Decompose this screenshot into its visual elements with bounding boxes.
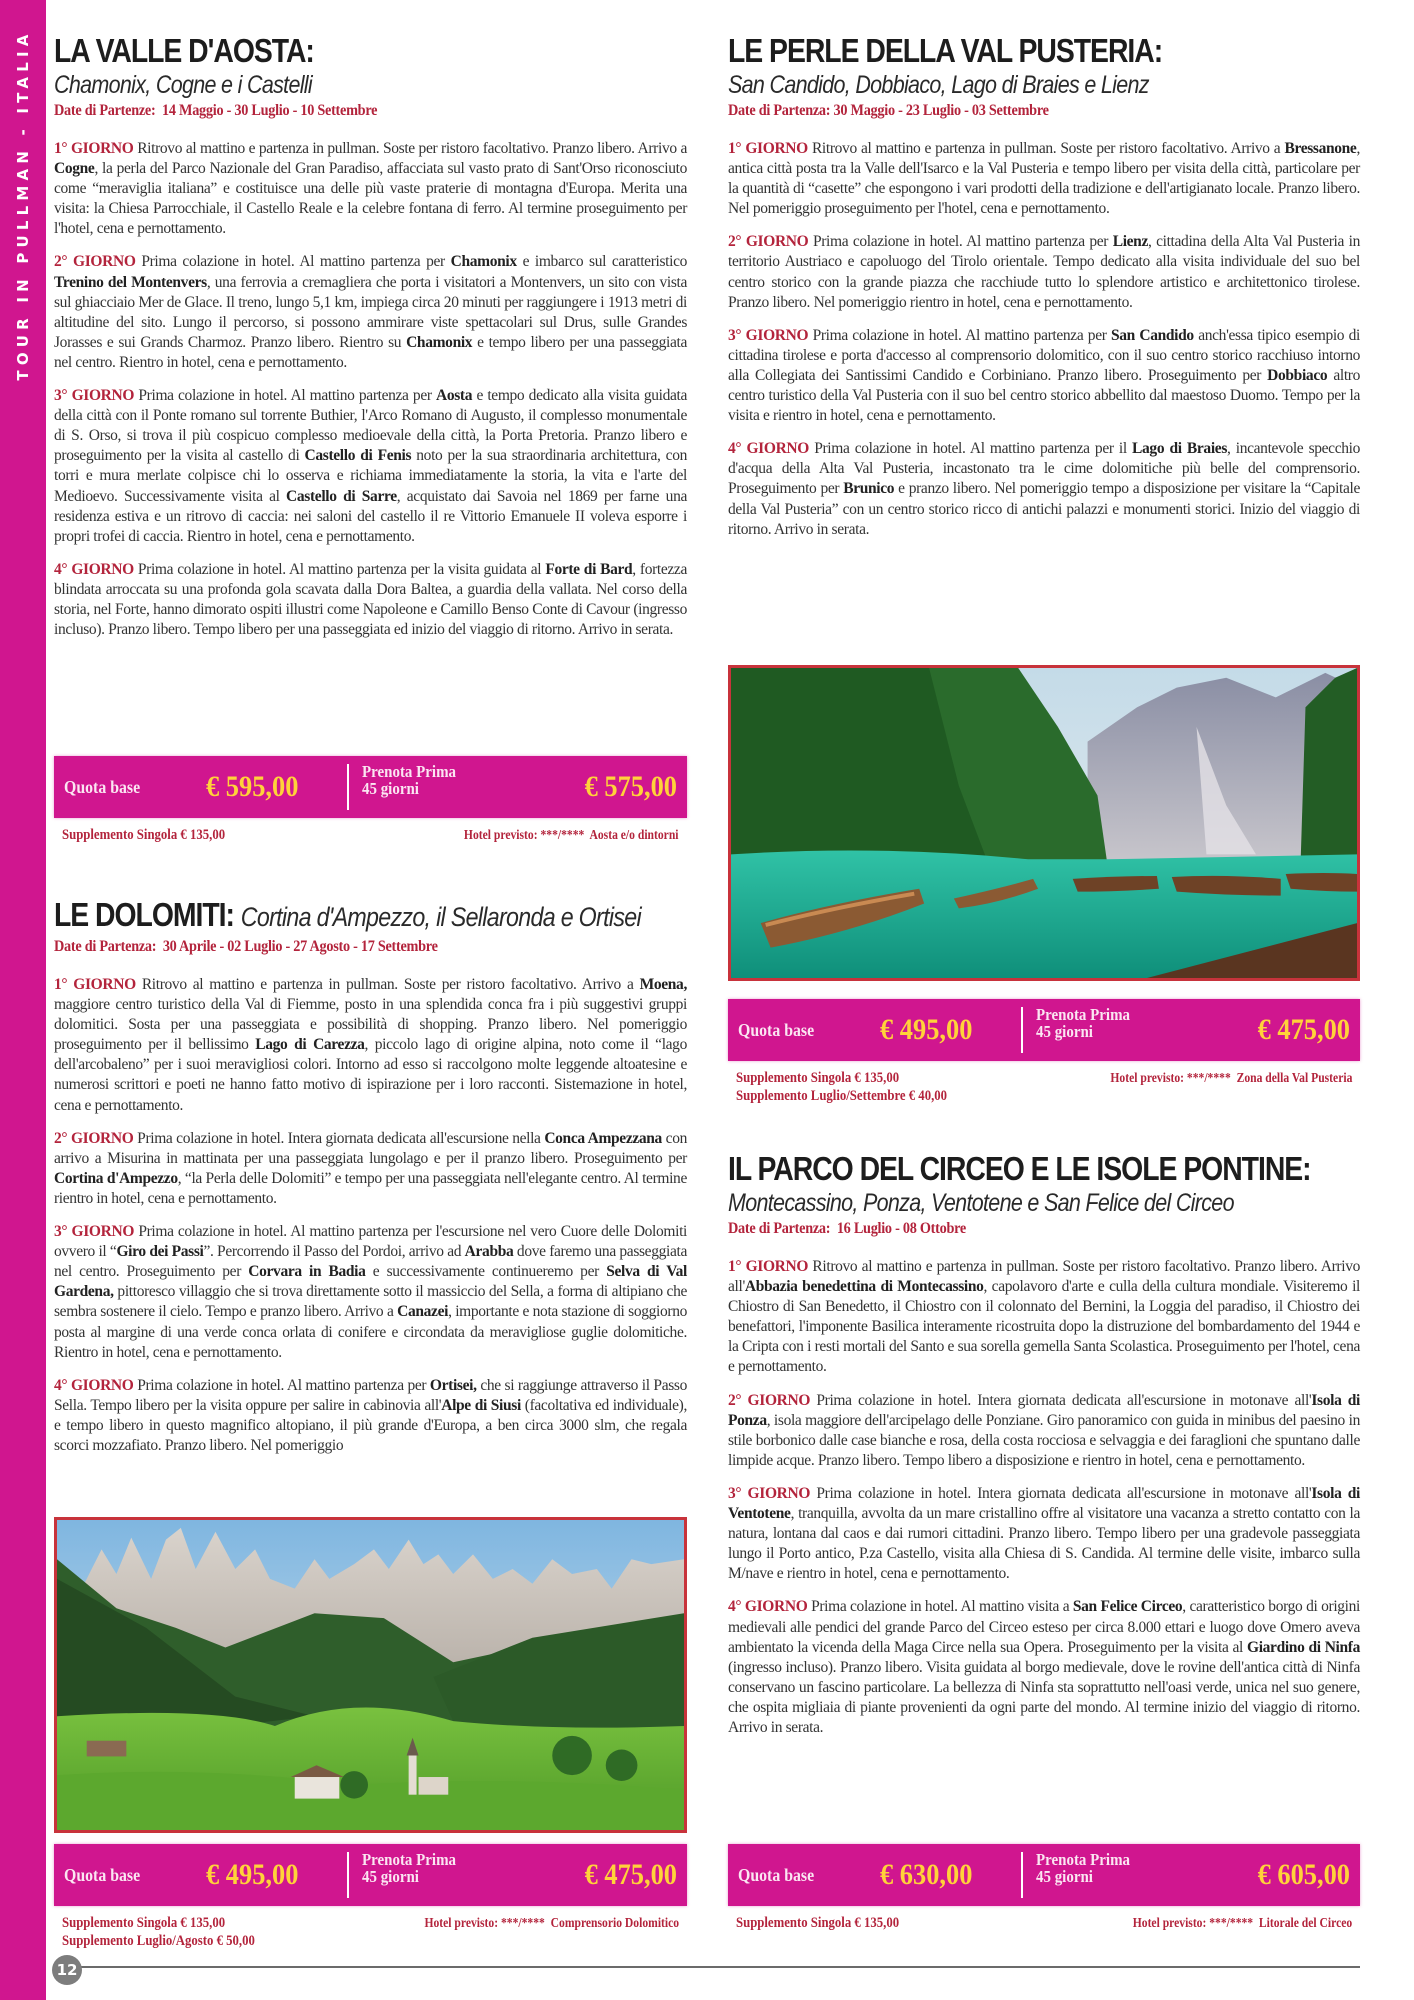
day-description: Ritrovo al mattino e partenza in pullman. Soste per ristoro facoltativo. Pranzo libero. Arrivo a Cogne, la perla del Parco Nazionale del Gran Paradiso, affacciata sul vasto prato di Sant'Orso riconosciuto come “meraviglia italiana” e costituisce una delle più vaste praterie di montagna d'Europa. Merita una visita: la Chiesa Parrocchiale, il Castello Reale e la celebre fontana di ferro. Al termine proseguimento per l'hotel, cena e pernottamento. [54, 140, 688, 238]
early-booking-label: Prenota Prima 45 giorni [362, 762, 457, 798]
price-bar [728, 1844, 1360, 1906]
base-price-label: Quota base [738, 1019, 815, 1040]
price-divider [347, 764, 349, 810]
tour-valle-aosta [54, 32, 687, 653]
day-label: 1° GIORNO [728, 140, 808, 157]
itinerary-day [728, 1257, 1360, 1378]
early-booking-label: Prenota Prima 45 giorni [362, 1850, 457, 1886]
dates-label: Date di Partenza: [54, 938, 157, 955]
day-description: Prima colazione in hotel. Al mattino partenza per Ortisei, che si raggiunge attraverso il Passo Sella. Tempo libero per la visita oppure per salire in cabinovia all'Alpe di Siusi (facoltativa ed individuale), e tempo libero in questo magnifico altopiano, il più grande d'Europa, a ben circa 3000 slm, che regala scorci mozzafiato. Pranzo libero. Nel pomeriggio [54, 1376, 688, 1454]
day-label: 3° GIORNO [54, 387, 135, 405]
itinerary-day [54, 139, 687, 239]
day-label: 2° GIORNO [54, 1129, 134, 1147]
itinerary [728, 1257, 1360, 1738]
early-booking-price: € 475,00 [1257, 1013, 1350, 1046]
itinerary-day [728, 232, 1360, 312]
early-booking-label: Prenota Prima 45 giorni [1036, 1005, 1131, 1041]
day-description: Ritrovo al mattino e partenza in pullman. Soste per ristoro facoltativo. Pranzo libero. Arrivo all'Abbazia benedettina di Montecassino, capolavoro d'arte e culla della cultura mondiale. Visiteremo il Chiostro di San Benedetto, il Chiostro con il colonnato del Bernini, la Loggia del paradiso, il Chiostro dei benefattori, l'imponente Basilica interamente ricostruita dopo la distruzione del bombardamento del 1944 e la Cripta con i resti mortali del Santo e sua sorella gemella Santa Scolastica. Proseguimento per l'hotel, cena e pernottamento. [728, 1258, 1360, 1376]
price-divider [1021, 1007, 1023, 1053]
day-label: 3° GIORNO [728, 326, 809, 344]
departure-dates [728, 101, 1309, 121]
day-label: 2° GIORNO [728, 1391, 811, 1409]
itinerary-day [728, 439, 1360, 539]
day-label: 4° GIORNO [54, 1376, 134, 1394]
itinerary [54, 975, 687, 1456]
day-description: Prima colazione in hotel. Al mattino partenza per San Candido anch'essa tipico esempio di cittadina tirolese e porta d'accesso al comprensorio dolomitico, con il suo centro storico racchiuso intorno alla Collegiata dei Santissimi Candido e Corbiniano. Pranzo libero. Proseguimento per Dobbiaco altro centro turistico della Val Pusteria con il suo bel centro storico abbellito dal maestoso Duomo. Tempo per la visita e rientro in hotel, cena e pernottamento. [728, 326, 1360, 425]
itinerary-day [54, 1222, 687, 1363]
base-price: € 495,00 [880, 1013, 973, 1046]
itinerary-day [54, 560, 687, 640]
page-number: 12 [52, 1955, 82, 1985]
itinerary-day [54, 1129, 687, 1209]
itinerary-day [728, 1391, 1360, 1471]
price-notes [728, 1069, 1360, 1113]
price-block-val-pusteria [728, 999, 1360, 1113]
day-label: 4° GIORNO [728, 440, 809, 458]
day-description: Prima colazione in hotel. Al mattino partenza per Lienz, cittadina della Alta Val Pusteria in territorio Austriaco e capoluogo del Tirolo orientale. Tempo dedicato alla visita individuale del suo bel centro storico con la grande piazza che racchiude tutto lo splendore artistico e architettonico tirolese. Pranzo libero. Nel pomeriggio rientro in hotel, cena e pernottamento. [728, 233, 1360, 311]
price-block-valle-aosta [54, 756, 687, 870]
dolomiti-landscape-image [57, 1520, 684, 1830]
photo-lago-braies [728, 665, 1360, 981]
itinerary-day [54, 386, 687, 547]
footer-rule [60, 1966, 1360, 1968]
day-label: 1° GIORNO [728, 1258, 809, 1275]
day-description: Ritrovo al mattino e partenza in pullman. Soste per ristoro facoltativo. Arrivo a Moena, maggiore centro turistico della Val di Fiemme, posto in una splendida conca fra i più suggestivi gruppi dolomitici. Sosta per una passeggiata e possibilità di shopping. Pranzo libero. Nel pomeriggio proseguimento per il bellissimo Lago di Carezza, piccolo lago di origine alpina, noto come il “lago dell'arcobaleno” per i suoi meravigliosi colori. Intorno ad esso si raccolgono molte leggende altoatesine e numerosi scrittori e poeti ne hanno fatto motivo di ispirazione per i loro racconti. Sistemazione in hotel, cena e pernottamento. [54, 976, 687, 1114]
hotel-info: Hotel previsto: ***/**** Comprensorio Dolomitico [424, 1915, 679, 1930]
day-label: 1° GIORNO [54, 976, 136, 993]
lago-braies-image [731, 668, 1357, 978]
price-notes [728, 1914, 1360, 1958]
departure-dates [54, 937, 636, 957]
day-label: 1° GIORNO [54, 140, 134, 157]
price-block-parco-circeo [728, 1844, 1360, 1958]
tour-title: LA VALLE D'AOSTA: [54, 32, 314, 69]
base-price-label: Quota base [64, 1864, 141, 1885]
day-label: 4° GIORNO [54, 560, 134, 578]
tour-subtitle: Montecassino, Ponza, Ventotene e San Felice del Circeo [728, 1189, 1234, 1217]
right-column [728, 0, 1361, 1931]
side-band [0, 0, 46, 2000]
base-price-label: Quota base [738, 1864, 815, 1885]
base-price: € 595,00 [206, 770, 299, 803]
day-description: Prima colazione in hotel. Intera giornata dedicata all'escursione in motonave all'Isola di Ponza, isola maggiore dell'arcipelago delle Ponziane. Giro panoramico con guida in minibus del paesino in stile borbonico dalle case bianche e rosa, della costa rocciosa e selvaggia e dei faraglioni che spuntano dalle limpide acque. Pranzo libero. Tempo libero a disposizione e rientro in hotel, cena e pernottamento. [728, 1391, 1361, 1469]
tour-subtitle: Chamonix, Cogne e i Castelli [54, 71, 312, 99]
supplements [736, 1914, 899, 1932]
tour-parco-circeo [728, 1150, 1360, 1751]
supplement-line: Supplemento Luglio/Agosto € 50,00 [62, 1933, 255, 1949]
tour-title: IL PARCO DEL CIRCEO E LE ISOLE PONTINE: [728, 1150, 1311, 1187]
tour-val-pusteria [728, 32, 1360, 553]
left-column [54, 0, 688, 1949]
supplements [736, 1069, 947, 1105]
tour-title [54, 896, 641, 936]
photo-dolomiti-meadows [54, 1517, 687, 1833]
day-description: Prima colazione in hotel. Al mattino partenza per l'escursione nel vero Cuore delle Dolomiti ovvero il “Giro dei Passi”. Percorrendo il Passo del Pordoi, arrivo ad Arabba dove faremo una passeggiata nel centro. Proseguimento per Corvara in Badia e successivamente continueremo per Selva di Val Gardena, pittoresco villaggio che si trova direttamente sotto il massiccio del Sella, a forma di altipiano che sembra sostenere il cielo. Tempo e pranzo libero. Arrivo a Canazei, importante e nota stazione di soggiorno posta al margine di una verde conca orlata di conifere e circondata da meravigliose guglie dolomitiche. Rientro in hotel, cena e pernottamento. [54, 1223, 687, 1361]
price-divider [1021, 1852, 1023, 1898]
supplement-line: Supplemento Luglio/Settembre € 40,00 [736, 1088, 948, 1104]
supplement-line: Supplemento Singola € 135,00 [736, 1070, 900, 1086]
price-block-dolomiti [54, 1844, 687, 1958]
tour-subtitle: San Candido, Dobbiaco, Lago di Braies e Lienz [728, 71, 1149, 99]
day-label: 4° GIORNO [728, 1598, 808, 1616]
itinerary [54, 139, 687, 640]
dates-label: Date di Partenza: [728, 1220, 831, 1237]
dates-value: 16 Luglio - 08 Ottobre [836, 1220, 966, 1237]
early-booking-price: € 475,00 [584, 1858, 677, 1891]
itinerary [728, 139, 1360, 540]
dates-value: 14 Maggio - 30 Luglio - 10 Settembre [162, 102, 378, 119]
day-label: 3° GIORNO [728, 1484, 811, 1502]
departure-dates [54, 101, 636, 121]
price-divider [347, 1852, 349, 1898]
section-label: TOUR IN PULLMAN - ITALIA [14, 29, 32, 381]
supplements [62, 826, 225, 844]
day-description: Prima colazione in hotel. Al mattino visita a San Felice Circeo, caratteristico borgo di origini medievali alle pendici del grande Parco del Circeo esteso per circa 8.000 ettari e luogo dove Omero aveva ambientato la vicenda della Maga Circe nella sua Opera. Proseguimento per la visita al Giardino di Ninfa (ingresso incluso). Pranzo libero. Visita guidata al borgo medievale, dove le rovine dell'antica città di Ninfa conservano un fascino particolare. La bellezza di Ninfa sta soprattutto nell'oasi verde, unica nel suo genere, che ospita migliaia di piante provenienti da ogni parte del mondo. Al termine inizio del viaggio di ritorno. Arrivo in serata. [728, 1598, 1360, 1736]
day-description: Prima colazione in hotel. Al mattino partenza per Aosta e tempo dedicato alla visita guidata della città con il Ponte romano sul torrente Buthier, l'Arco Romano di Augusto, il complesso monumentale di S. Orso, si trova il più cospicuo complesso medioevale della città, la Porta Pretoria. Pranzo libero e proseguimento per la visita al castello di Castello di Fenis noto per la sua straordinaria architettura, con torri e mura merlate colpisce chi lo osserva e richiama immediatamente la storia, la vita e l'arte del Medioevo. Successivamente visita al Castello di Sarre, acquistato dai Savoia nel 1869 per farne una residenza estiva e un ritrovo di caccia: nei saloni del castello il re Vittorio Emanuele II voleva esporre i propri trofei di caccia. Rientro in hotel, cena e pernottamento. [54, 387, 687, 545]
tour-title: LE PERLE DELLA VAL PUSTERIA: [728, 32, 1163, 69]
price-notes [54, 826, 687, 870]
base-price-label: Quota base [64, 776, 141, 797]
price-bar [54, 756, 687, 818]
early-booking-price: € 575,00 [584, 770, 677, 803]
itinerary-day [728, 1484, 1360, 1584]
day-label: 2° GIORNO [728, 233, 809, 251]
hotel-info: Hotel previsto: ***/**** Aosta e/o dintorni [464, 827, 679, 842]
dates-label: Date di Partenze: [54, 102, 156, 119]
day-description: Prima colazione in hotel. Al mattino partenza per la visita guidata al Forte di Bard, fortezza blindata arroccata su una profonda gola scavata dalla Dora Baltea, a guardia della vallata. Nel corso della storia, nel Forte, hanno dimorato ospiti illustri come Napoleone e Camillo Benso Conte di Cavour (ingresso incluso). Pranzo libero. Tempo libero per una passeggiata ed inizio del viaggio di ritorno. Arrivo in serata. [54, 560, 687, 639]
day-label: 2° GIORNO [54, 253, 136, 271]
departure-dates [728, 1219, 1309, 1239]
base-price: € 495,00 [206, 1858, 299, 1891]
day-description: Prima colazione in hotel. Intera giornata dedicata all'escursione in motonave all'Isola di Ventotene, tranquilla, avvolta da un mare cristallino offre al visitatore una vacanza a stretto contatto con la natura, lontana dal caos e dai rumori cittadini. Pranzo libero. Tempo libero per una gradevole passeggiata lungo il Porto antico, P.za Castello, visita alla Chiesa di S. Candida. Al termine delle visite, imbarco sulla M/nave e rientro in hotel, cena e pernottamento. [728, 1484, 1361, 1583]
tour-title-main: LE DOLOMITI: [54, 896, 234, 933]
itinerary-day [728, 139, 1360, 219]
base-price: € 630,00 [880, 1858, 973, 1891]
day-description: Prima colazione in hotel. Intera giornata dedicata all'escursione nella Conca Ampezzana con arrivo a Misurina in mattinata per una passeggiata lungolago e per il pranzo libero. Proseguimento per Cortina d'Ampezzo, “la Perla delle Dolomiti” e tempo per una passeggiata nell'elegante centro. Al termine rientro in hotel, cena e pernottamento. [54, 1129, 688, 1207]
price-bar [728, 999, 1360, 1061]
dates-value: 30 Aprile - 02 Luglio - 27 Agosto - 17 Settembre [162, 938, 438, 955]
day-label: 3° GIORNO [54, 1223, 135, 1241]
itinerary-day [54, 975, 687, 1116]
day-description: Prima colazione in hotel. Al mattino partenza per Chamonix e imbarco sul caratteristico Trenino del Montenvers, una ferrovia a cremagliera che porta i visitatori a Montenvers, un sito con vista sul ghiacciaio Mer de Glace. Il treno, lungo 5,1 km, impiega circa 20 minuti per raggiungere i 1913 metri di altitudine del sito. Lungo il percorso, si possono ammirare viste spettacolari sul Drus, sulle Grandes Jorasses e sui Grands Charmoz. Pranzo libero. Rientro su Chamonix e tempo libero per una passeggiata nel centro. Rientro in hotel, cena e pernottamento. [54, 253, 688, 371]
dates-value: 30 Maggio - 23 Luglio - 03 Settembre [833, 102, 1049, 119]
tour-subtitle: Cortina d'Ampezzo, il Sellaronda e Ortisei [240, 902, 641, 932]
tour-dolomiti [54, 896, 687, 1469]
itinerary-day [54, 1376, 687, 1456]
early-booking-label: Prenota Prima 45 giorni [1036, 1850, 1131, 1886]
day-description: Ritrovo al mattino e partenza in pullman. Soste per ristoro facoltativo. Arrivo a Bressanone, antica città posta tra la Valle dell'Isarco e la Val Pusteria e tempo libero per visita della città, particolare per la quantità di “casette” che espongono i vari prodotti della tradizione e dell'artigianato locale. Pranzo libero. Nel pomeriggio proseguimento per l'hotel, cena e pernottamento. [728, 140, 1360, 218]
itinerary-day [728, 1597, 1360, 1738]
itinerary-day [54, 252, 687, 373]
price-bar [54, 1844, 687, 1906]
price-notes [54, 1914, 687, 1958]
supplement-line: Supplemento Singola € 135,00 [736, 1915, 900, 1931]
itinerary-day [728, 326, 1360, 426]
hotel-info: Hotel previsto: ***/**** Zona della Val Pusteria [1110, 1070, 1352, 1085]
dates-label: Date di Partenza: [728, 102, 831, 119]
early-booking-price: € 605,00 [1257, 1858, 1350, 1891]
supplements [62, 1914, 255, 1950]
supplement-line: Supplemento Singola € 135,00 [62, 827, 226, 843]
supplement-line: Supplemento Singola € 135,00 [62, 1915, 226, 1931]
hotel-info: Hotel previsto: ***/**** Litorale del Circeo [1132, 1915, 1352, 1930]
day-description: Prima colazione in hotel. Al mattino partenza per il Lago di Braies, incantevole specchio d'acqua della Alta Val Pusteria, incastonato tra le cime dolomitiche più belle del comprensorio. Proseguimento per Brunico e pranzo libero. Nel pomeriggio tempo a disposizione per visitare la “Capitale della Val Pusteria” con un centro storico ricco di antichi palazzi e monumenti storici. Inizio del viaggio di ritorno. Arrivo in serata. [728, 440, 1361, 538]
